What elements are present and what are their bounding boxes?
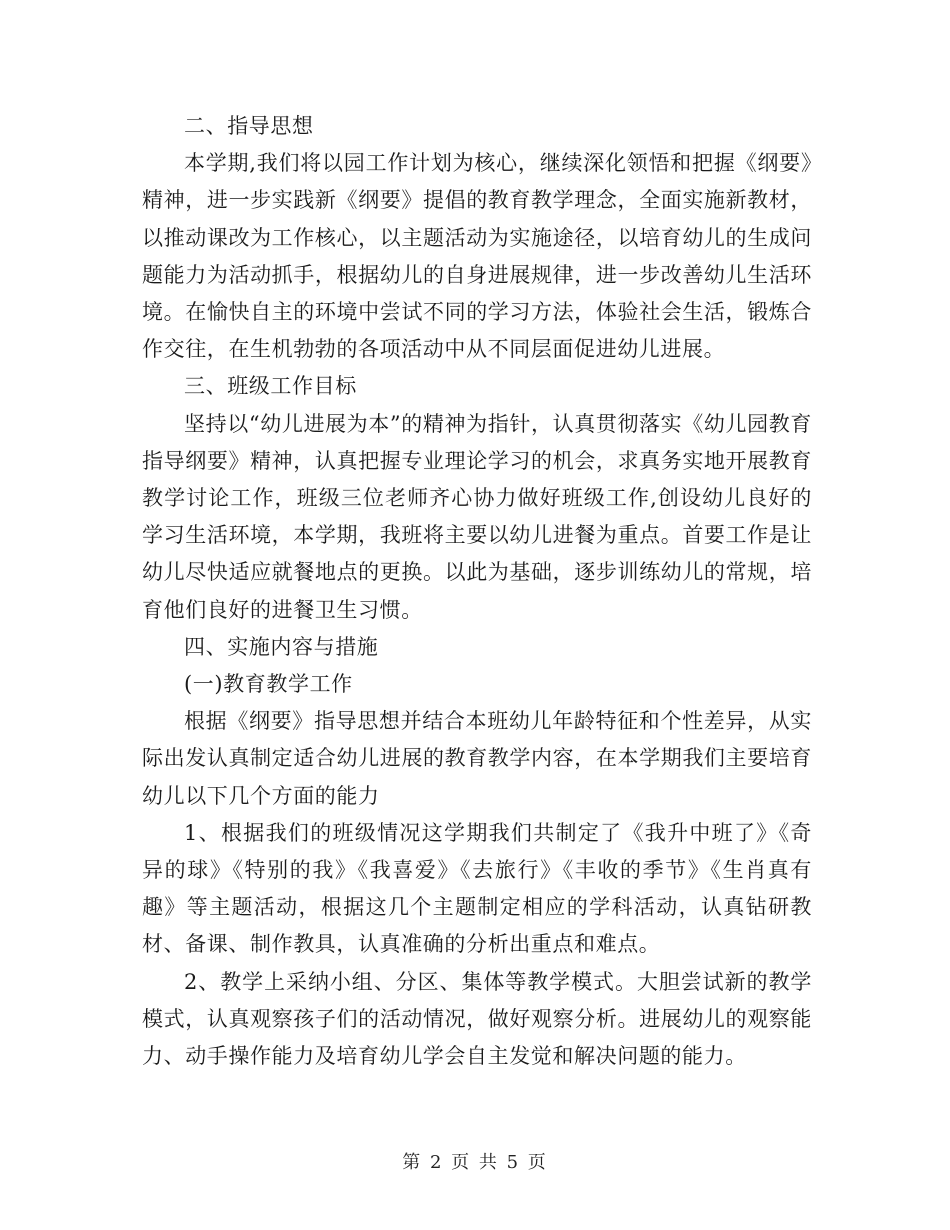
subsection-heading-teaching-work: (一)教育教学工作 [184,672,353,697]
paragraph-item-1: 1、根据我们的班级情况这学期我们共制定了《我升中班了》《奇异的球》《特别的我》《我喜爱》《去旅行》《丰收的季节》《生肖真有趣》等主题活动，根据这几个主题制定相应的学科活动，认真钻研教材、备课、制作教具，认真准确的分析出重点和难点。 [142,820,812,957]
page-number-footer: 第 2 页 共 5 页 [402,1152,548,1173]
paragraph-class-goals: 坚持以“幼儿进展为本”的精神为指针，认真贯彻落实《幼儿园教育指导纲要》精神，认真把握专业理论学习的机会，求真务实地开展教育教学讨论工作，班级三位老师齐心协力做好班级工作,创设幼儿良好的学习生活环境，本学期，我班将主要以幼儿进餐为重点。首要工作是让幼儿尽快适应就餐地点的更换。以此为基础，逐步训练幼儿的常规，培育他们良好的进餐卫生习惯。 [142,411,812,622]
paragraph-guiding-ideology: 本学期,我们将以园工作计划为核心，继续深化领悟和把握《纲要》精神，进一步实践新《纲要》提倡的教育教学理念，全面实施新教材，以推动课改为工作核心，以主题活动为实施途径，以培育幼儿的生成问题能力为活动抓手，根据幼儿的自身进展规律，进一步改善幼儿生活环境。在愉快自主的环境中尝试不同的学习方法，体验社会生活，锻炼合作交往，在生机勃勃的各项活动中从不同层面促进幼儿进展。 [142,151,812,362]
paragraph-item-2: 2、教学上采纳小组、分区、集体等教学模式。大胆尝试新的教学模式，认真观察孩子们的活动情况，做好观察分析。进展幼儿的观察能力、动手操作能力及培育幼儿学会自主发觉和解决问题的能力。 [142,969,812,1069]
paragraph-teaching-intro: 根据《纲要》指导思想并结合本班幼儿年龄特征和个性差异，从实际出发认真制定适合幼儿进展的教育教学内容，在本学期我们主要培育幼儿以下几个方面的能力 [142,709,812,808]
document-body [142,108,812,1075]
section-heading-class-goals: 三、班级工作目标 [184,374,357,399]
section-heading-implementation: 四、实施内容与措施 [184,634,379,659]
section-heading-guiding-ideology: 二、指导思想 [184,114,314,138]
